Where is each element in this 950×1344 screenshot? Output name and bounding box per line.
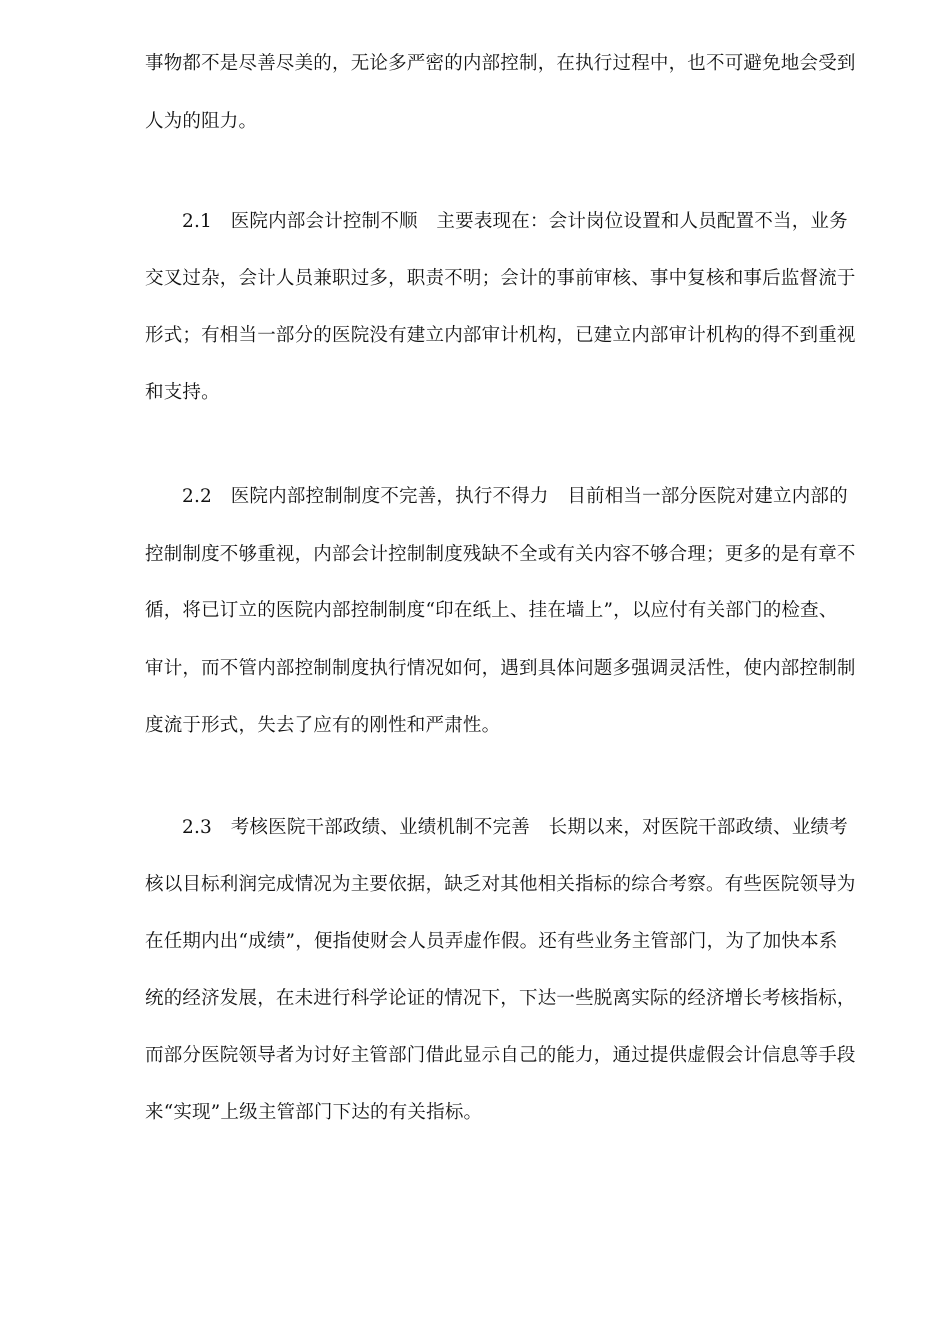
text-line: 度流于形式，失去了应有的刚性和严肃性。 [145, 715, 501, 736]
text-line: 来“实现”上级主管部门下达的有关指标。 [145, 1102, 483, 1123]
section-heading-line: 2.2 医院内部控制制度不完善，执行不得力 目前相当一部分医院对建立内部的 [182, 486, 848, 507]
text-line: 循，将已订立的医院内部控制制度“印在纸上、挂在墙上”，以应付有关部门的检查、 [145, 600, 838, 621]
text-line: 交叉过杂，会计人员兼职过多，职责不明；会计的事前审核、事中复核和事后监督流于 [145, 268, 856, 289]
text-line: 和支持。 [145, 382, 220, 403]
text-line: 人为的阻力。 [145, 111, 258, 132]
section-heading-line: 2.1 医院内部会计控制不顺 主要表现在：会计岗位设置和人员配置不当，业务 [182, 211, 848, 232]
text-line: 统的经济发展，在未进行科学论证的情况下，下达一些脱离实际的经济增长考核指标， [145, 988, 856, 1009]
text-line: 审计，而不管内部控制制度执行情况如何，遇到具体问题多强调灵活性，使内部控制制 [145, 658, 856, 679]
text-line: 而部分医院领导者为讨好主管部门借此显示自己的能力，通过提供虚假会计信息等手段 [145, 1045, 856, 1066]
text-line: 核以目标利润完成情况为主要依据，缺乏对其他相关指标的综合考察。有些医院领导为 [145, 874, 856, 895]
text-line: 控制制度不够重视，内部会计控制制度残缺不全或有关内容不够合理；更多的是有章不 [145, 544, 856, 565]
section-heading-line: 2.3 考核医院干部政绩、业绩机制不完善 长期以来，对医院干部政绩、业绩考 [182, 817, 848, 838]
text-line: 形式；有相当一部分的医院没有建立内部审计机构，已建立内部审计机构的得不到重视 [145, 325, 856, 346]
text-line: 在任期内出“成绩”，便指使财会人员弄虚作假。还有些业务主管部门，为了加快本系 [145, 931, 838, 952]
text-line: 事物都不是尽善尽美的，无论多严密的内部控制，在执行过程中，也不可避免地会受到 [145, 53, 856, 74]
